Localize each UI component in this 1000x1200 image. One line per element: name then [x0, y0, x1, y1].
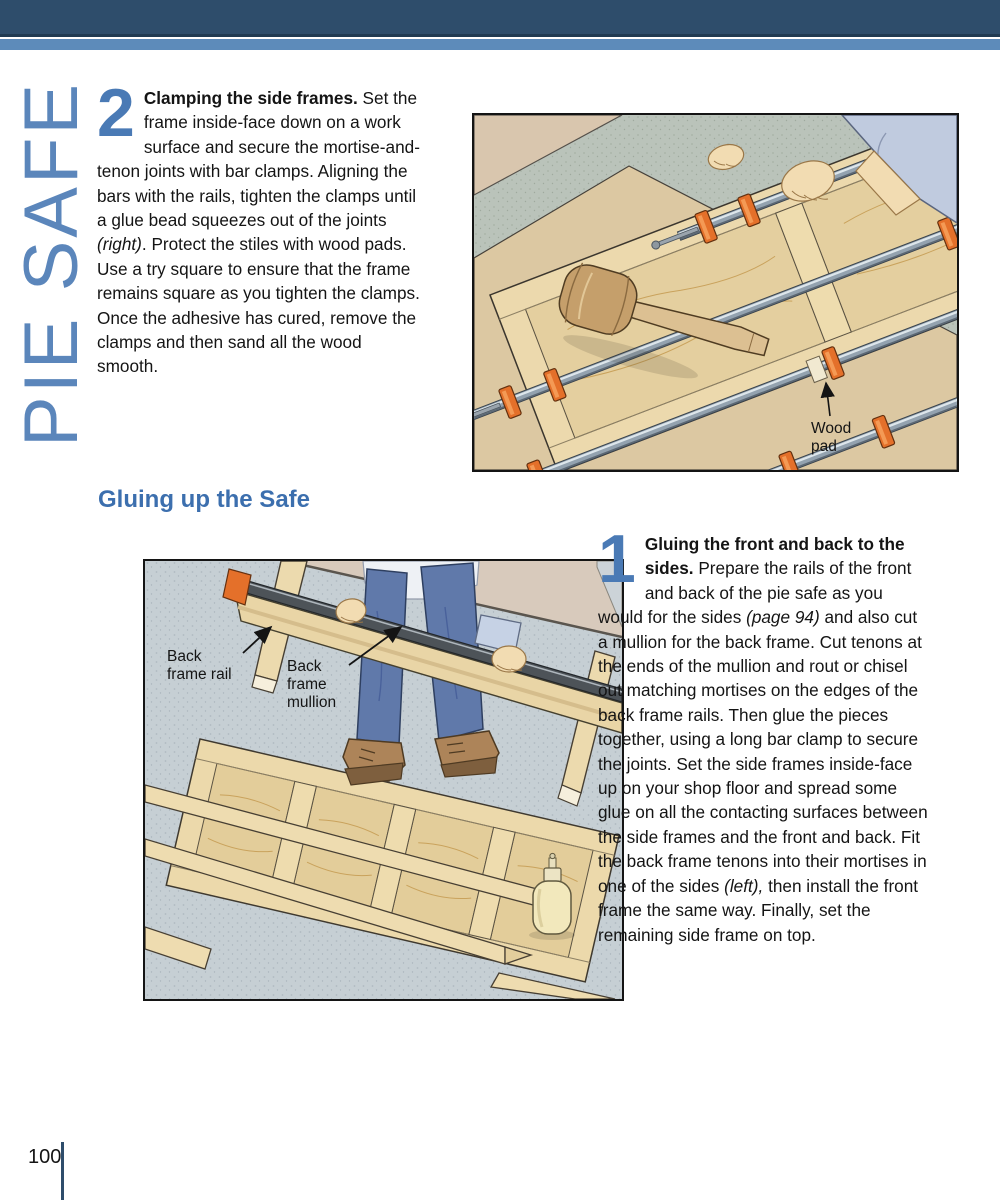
step-2-block	[97, 75, 424, 379]
clamping-illustration	[472, 113, 959, 472]
step-2-paragraph	[97, 75, 424, 379]
svg-text:Back: Back	[287, 658, 322, 675]
step-1-title: Gluing the front and back to the sides.	[644, 534, 905, 579]
svg-text:mullion: mullion	[287, 694, 337, 711]
step-2-title: Clamping the side frames.	[143, 88, 358, 108]
svg-text:pad: pad	[811, 438, 837, 455]
svg-text:Wood: Wood	[811, 420, 852, 437]
step-1-paragraph	[598, 521, 928, 947]
step-2-body: Set the frame inside-face down on a work surface and secure the mortise-and-tenon joints with bar clamps. Aligning the bars with the rails, tighten the clamps until a glue bead squeezes out of the joints (right). Protect the stiles with wood pads. Use a try square to ensure that the frame remains square as you tighten the clamps. Once the adhesive has cured, remove the clamps and then sand all the wood smooth.	[97, 88, 420, 377]
gluing-illustration	[143, 559, 624, 1001]
section-heading: Gluing up the Safe	[98, 486, 311, 513]
step-1-body: Prepare the rails of the front and back of the pie safe as you would for the sides (page 94) and also cut a mullion for the back frame. Cut tenons at the ends of the mullion and rout or chisel out matching mortises on the edges of the back frame rails. Then glue the pieces together, using a long bar clamp to secure the joints. Set the side frames inside-face up on your shop floor and spread some glue on all the contacting surfaces between the side frames and the front and back. Fit the back frame tenons into their mortises in one of the sides (left), then install the front frame the same way. Finally, set the remaining side frame on top.	[598, 558, 928, 945]
header-bar-dark	[0, 0, 1000, 37]
footer-rule	[61, 1142, 64, 1200]
gluing-illustration-svg	[145, 561, 622, 999]
step-1-number: 1	[598, 521, 636, 597]
header-bar-light	[0, 39, 1000, 50]
sidebar-vertical-title: PIE SAFE	[9, 80, 94, 447]
page-number: 100	[28, 1146, 62, 1168]
clamping-illustration-svg	[474, 115, 957, 470]
svg-text:frame: frame	[287, 676, 327, 693]
step-2-number: 2	[97, 75, 135, 151]
svg-text:Back: Back	[167, 648, 202, 665]
svg-text:frame rail: frame rail	[167, 666, 232, 683]
step-1-block	[598, 521, 928, 947]
